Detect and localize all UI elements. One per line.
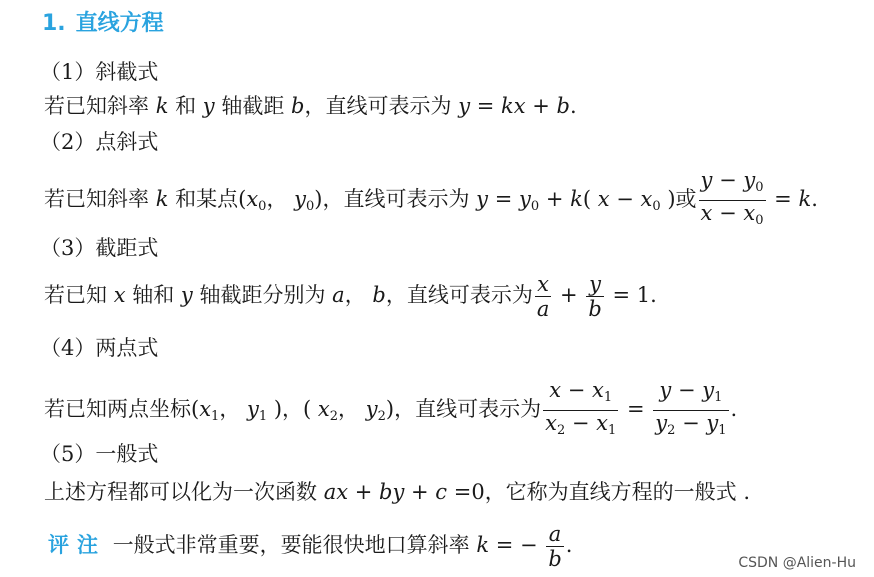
heading-two-point: （4）两点式 bbox=[40, 336, 159, 360]
heading-slope-intercept: （1）斜截式 bbox=[40, 60, 159, 84]
fraction-two-point-x: $\frac{x - x_1}{x_2 - x_1}$ bbox=[545, 378, 617, 438]
heading-point-slope: （2）点斜式 bbox=[40, 130, 159, 154]
section-number: 1. bbox=[42, 11, 66, 36]
text-point-slope: 若已知斜率 k 和某点($x_0$， $y_0$)，直线可表示为 $y = y_0 + k$( $x - x_0$ )或 $\frac{y - y_0}{x - x_0}$ = k. bbox=[44, 168, 818, 233]
fraction-y-over-b: $\frac{y}{b}$ bbox=[588, 272, 602, 321]
fraction-slope: $\frac{a}{b}$ bbox=[548, 522, 562, 571]
fraction-two-point-y: $\frac{y - y_1}{y_2 - y_1}$ bbox=[655, 378, 727, 438]
text-slope-intercept: 若已知斜率 k 和 y 轴截距 b，直线可表示为 y = kx + b. bbox=[44, 94, 577, 118]
note: 评注 一般式非常重要，要能很快地口算斜率 k = − $\frac{a}{b}$ . bbox=[48, 522, 573, 571]
heading-general: （5）一般式 bbox=[40, 442, 159, 466]
fraction-x-over-a: $\frac{x}{a}$ bbox=[536, 272, 550, 321]
fraction-point-slope: $\frac{y - y_0}{x - x_0}$ bbox=[700, 168, 764, 228]
section-title-text: 直线方程 bbox=[75, 11, 164, 36]
note-label: 评注 bbox=[48, 533, 106, 557]
note-text: 一般式非常重要，要能很快地口算斜率 bbox=[112, 533, 470, 557]
text-two-point: 若已知两点坐标($x_1$， $y_1$ )，( $x_2$， $y_2$)，直线可表示为 $\frac{x - x_1}{x_2 - x_1}$ = $\frac{y - y_1}{y_2 - y_1}$ . bbox=[44, 378, 737, 443]
text-intercept: 若已知 x 轴和 y 轴截距分别为 a， b，直线可表示为 $\frac{x}{a}$ + $\frac{y}{b}$ = 1. bbox=[44, 272, 657, 321]
watermark: CSDN @Alien-Hu bbox=[738, 555, 856, 571]
heading-intercept: （3）截距式 bbox=[40, 236, 159, 260]
section-title bbox=[42, 6, 164, 37]
text-general: 上述方程都可以化为一次函数 ax + by + c =0，它称为直线方程的一般式 . bbox=[44, 480, 751, 504]
